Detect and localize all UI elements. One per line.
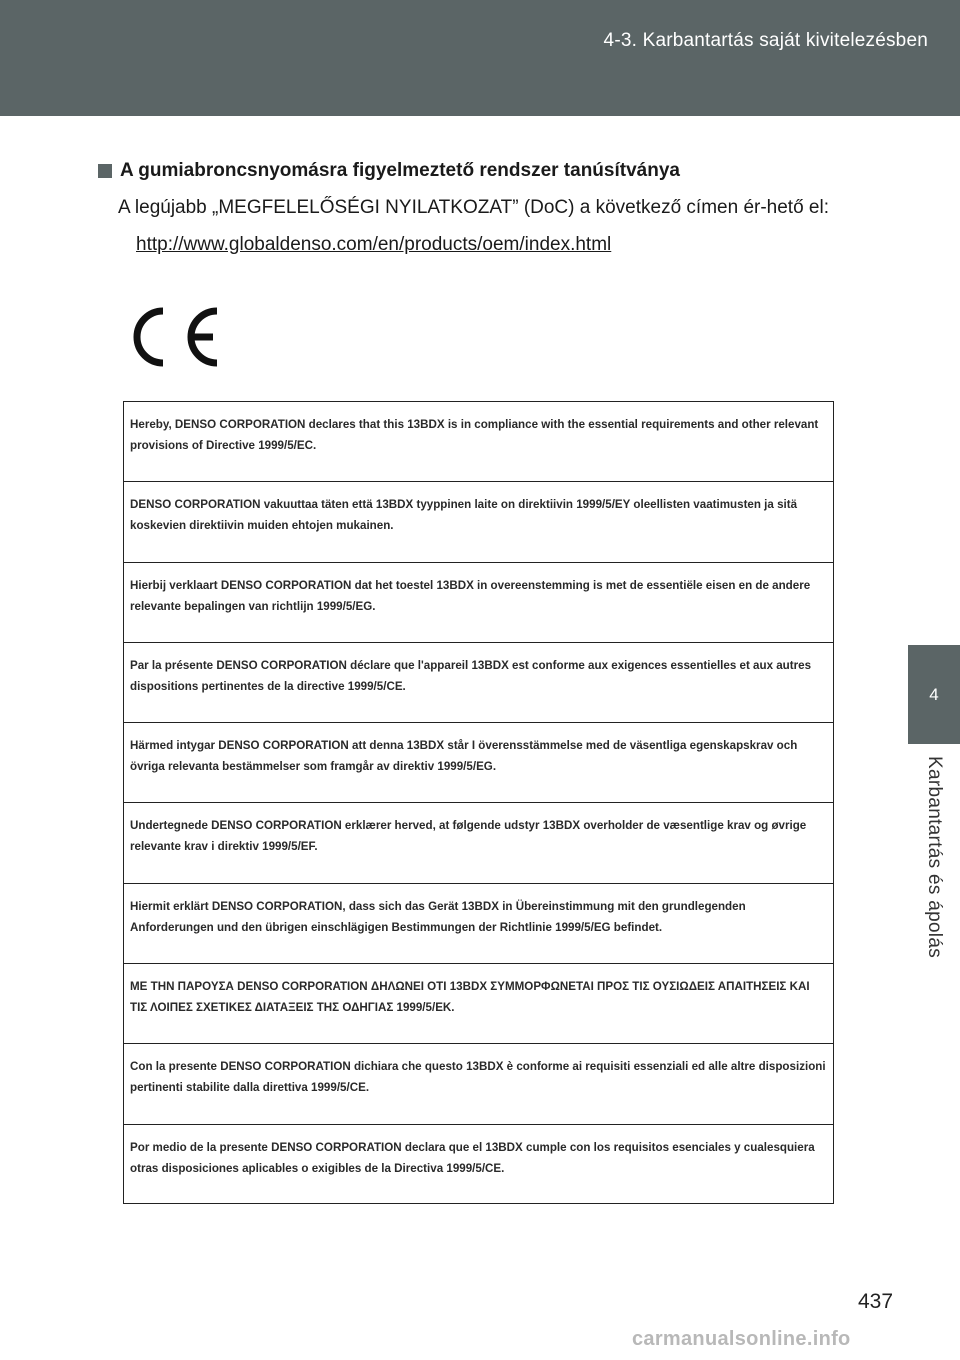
declaration-row-en: Hereby, DENSO CORPORATION declares that this 13BDX is in compliance with the essential requirements and other relevant provisions of Directive 1999/5/EC.	[124, 402, 833, 482]
section-body: A legújabb „MEGFELELŐSÉGI NYILATKOZAT” (DoC) a következő címen ér-hető el:	[118, 197, 829, 218]
doc-url-link[interactable]: http://www.globaldenso.com/en/products/oem/index.html	[136, 234, 612, 255]
chapter-side-label: Karbantartás és ápolás	[924, 756, 945, 958]
declaration-row-fr: Par la présente DENSO CORPORATION déclare que l'appareil 13BDX est conforme aux exigences essentielles et aux autres dispositions pertinentes de la directive 1999/5/CE.	[124, 643, 833, 723]
declaration-row-de: Hiermit erklärt DENSO CORPORATION, dass sich das Gerät 13BDX in Übereinstimmung mit den grundlegenden Anforderungen und den übrigen einschlägigen Bestimmungen der Richtlinie 1999/5/EG befindet.	[124, 884, 833, 964]
header-bar	[0, 0, 960, 116]
declaration-row-el: ΜΕ ΤΗΝ ΠΑΡΟΥΣΑ DENSO CORPORATION ΔΗΛΩΝΕΙ ΟΤΙ 13BDX ΣΥΜΜΟΡΦΩΝΕΤΑΙ ΠΡΟΣ ΤΙΣ ΟΥΣΙΩΔΕΙΣ ΑΠΑΙΤΗΣΕΙΣ ΚΑΙ ΤΙΣ ΛΟΙΠΕΣ ΣΧΕΤΙΚΕΣ ΔΙΑΤΑΞΕΙΣ ΤΗΣ ΟΔΗΓΙΑΣ 1999/5/ΕΚ.	[124, 964, 833, 1044]
chapter-title: 4-3. Karbantartás saját kivitelezésben	[603, 30, 928, 51]
watermark: carmanualsonline.info	[632, 1328, 851, 1350]
declaration-row-nl: Hierbij verklaart DENSO CORPORATION dat het toestel 13BDX in overeenstemming is met de essentiële eisen en de andere relevante bepalingen van richtlijn 1999/5/EG.	[124, 563, 833, 643]
declaration-row-da: Undertegnede DENSO CORPORATION erklærer herved, at følgende udstyr 13BDX overholder de væsentlige krav og øvrige relevante krav i direktiv 1999/5/EF.	[124, 803, 833, 883]
declaration-row-fi: DENSO CORPORATION vakuuttaa täten että 13BDX tyyppinen laite on direktiivin 1999/5/EY oleellisten vaatimusten ja sitä koskevien direktiivin muiden ehtojen mukainen.	[124, 482, 833, 562]
declarations-table	[123, 401, 834, 1204]
chapter-tab-number: 4	[929, 684, 939, 704]
square-bullet-icon	[98, 164, 112, 178]
page-number: 437	[858, 1290, 894, 1313]
declaration-row-sv: Härmed intygar DENSO CORPORATION att denna 13BDX står I överensstämmelse med de väsentliga egenskapskrav och övriga relevanta bestämmelser som framgår av direktiv 1999/5/EG.	[124, 723, 833, 803]
ce-mark-icon	[133, 305, 223, 374]
chapter-tab[interactable]	[908, 645, 960, 744]
certificate-section	[98, 157, 888, 256]
declaration-row-es: Por medio de la presente DENSO CORPORATION declara que el 13BDX cumple con los requisitos esenciales y cualesquiera otras disposiciones aplicables o exigibles de la Directiva 1999/5/CE.	[130, 1140, 815, 1175]
section-heading-text: A gumiabroncsnyomásra figyelmeztető rendszer tanúsítványa	[120, 160, 680, 181]
declaration-row-it: Con la presente DENSO CORPORATION dichiara che questo 13BDX è conforme ai requisiti essenziali ed alle altre disposizioni pertinenti stabilite dalla direttiva 1999/5/CE.	[124, 1044, 833, 1124]
section-heading	[98, 157, 888, 185]
